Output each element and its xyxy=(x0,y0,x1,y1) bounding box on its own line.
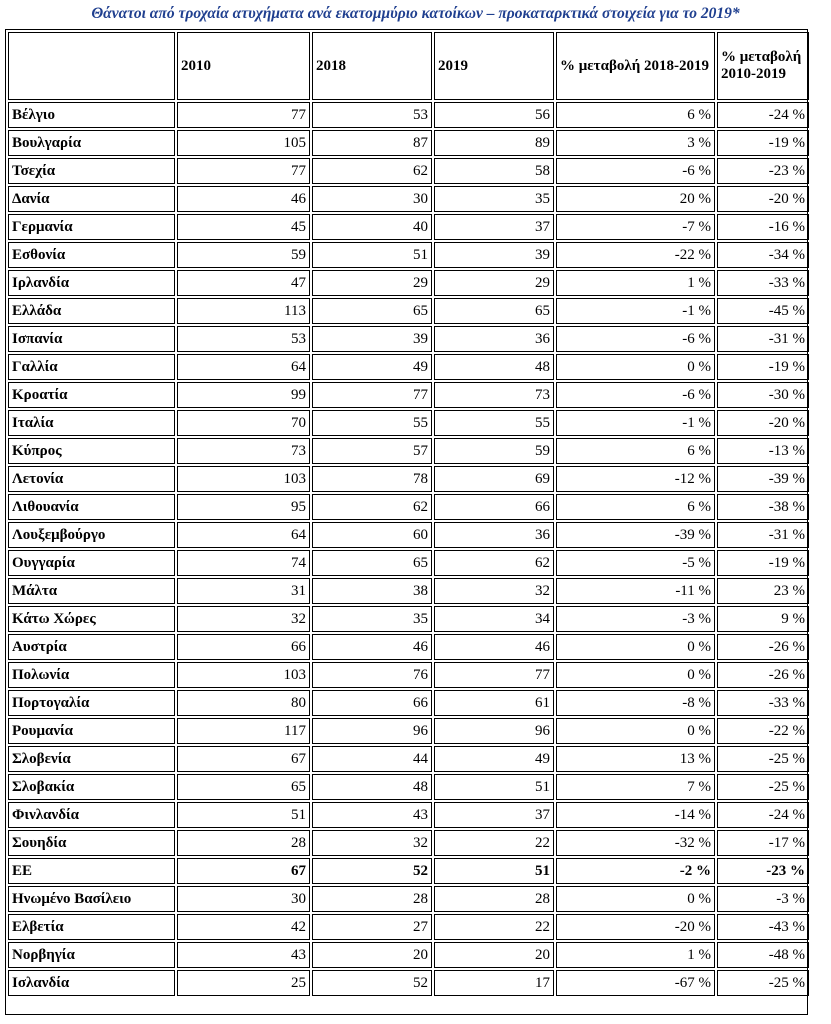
cell-2019: 55 xyxy=(434,410,554,436)
cell-2018: 77 xyxy=(312,382,432,408)
table-row xyxy=(8,606,809,632)
cell-change-2018-2019: -12 % xyxy=(556,466,715,492)
cell-change-2018-2019: 1 % xyxy=(556,270,715,296)
cell-change-2010-2019: -31 % xyxy=(717,522,809,548)
cell-2010: 95 xyxy=(177,494,310,520)
cell-2018: 28 xyxy=(312,886,432,912)
cell-2010: 46 xyxy=(177,186,310,212)
cell-2019: 29 xyxy=(434,270,554,296)
table-row xyxy=(8,858,809,884)
cell-2010: 59 xyxy=(177,242,310,268)
cell-country: Ιταλία xyxy=(8,410,175,436)
cell-country: ΕΕ xyxy=(8,858,175,884)
table-row xyxy=(8,550,809,576)
cell-change-2010-2019: -20 % xyxy=(717,410,809,436)
cell-2010: 80 xyxy=(177,690,310,716)
cell-2018: 53 xyxy=(312,102,432,128)
cell-change-2018-2019: 1 % xyxy=(556,942,715,968)
cell-2010: 42 xyxy=(177,914,310,940)
cell-2019: 17 xyxy=(434,970,554,996)
cell-2018: 27 xyxy=(312,914,432,940)
cell-change-2018-2019: -22 % xyxy=(556,242,715,268)
cell-change-2018-2019: -6 % xyxy=(556,326,715,352)
cell-change-2010-2019: -33 % xyxy=(717,270,809,296)
cell-2018: 60 xyxy=(312,522,432,548)
cell-change-2010-2019: -23 % xyxy=(717,158,809,184)
cell-change-2010-2019: -31 % xyxy=(717,326,809,352)
cell-change-2018-2019: -11 % xyxy=(556,578,715,604)
cell-country: Ελλάδα xyxy=(8,298,175,324)
cell-2018: 20 xyxy=(312,942,432,968)
table-row xyxy=(8,242,809,268)
cell-2018: 62 xyxy=(312,494,432,520)
cell-country: Λιθουανία xyxy=(8,494,175,520)
cell-change-2010-2019: -19 % xyxy=(717,550,809,576)
table-row xyxy=(8,438,809,464)
cell-change-2010-2019: -23 % xyxy=(717,858,809,884)
cell-2019: 61 xyxy=(434,690,554,716)
cell-2010: 67 xyxy=(177,746,310,772)
table-row xyxy=(8,662,809,688)
cell-2019: 49 xyxy=(434,746,554,772)
cell-change-2010-2019: -26 % xyxy=(717,662,809,688)
cell-2019: 22 xyxy=(434,914,554,940)
cell-change-2010-2019: -3 % xyxy=(717,886,809,912)
cell-change-2010-2019: -45 % xyxy=(717,298,809,324)
cell-2010: 74 xyxy=(177,550,310,576)
cell-change-2010-2019: -38 % xyxy=(717,494,809,520)
cell-2010: 77 xyxy=(177,102,310,128)
cell-2010: 51 xyxy=(177,802,310,828)
cell-change-2010-2019: -39 % xyxy=(717,466,809,492)
table-row xyxy=(8,158,809,184)
cell-2019: 28 xyxy=(434,886,554,912)
cell-2010: 47 xyxy=(177,270,310,296)
cell-2019: 37 xyxy=(434,214,554,240)
table-row xyxy=(8,522,809,548)
cell-2018: 96 xyxy=(312,718,432,744)
cell-2019: 56 xyxy=(434,102,554,128)
cell-2010: 103 xyxy=(177,662,310,688)
cell-2018: 43 xyxy=(312,802,432,828)
cell-2010: 66 xyxy=(177,634,310,660)
cell-country: Γαλλία xyxy=(8,354,175,380)
table-row xyxy=(8,690,809,716)
header-change-2018-2019: % μεταβολή 2018-2019 xyxy=(556,32,715,100)
cell-2018: 29 xyxy=(312,270,432,296)
cell-2010: 53 xyxy=(177,326,310,352)
table-row xyxy=(8,718,809,744)
table-row xyxy=(8,746,809,772)
cell-2018: 38 xyxy=(312,578,432,604)
table-row xyxy=(8,914,809,940)
cell-2019: 66 xyxy=(434,494,554,520)
header-2019: 2019 xyxy=(434,32,554,100)
cell-country: Πολωνία xyxy=(8,662,175,688)
cell-country: Φινλανδία xyxy=(8,802,175,828)
cell-country: Δανία xyxy=(8,186,175,212)
cell-2010: 77 xyxy=(177,158,310,184)
table-row xyxy=(8,802,809,828)
cell-change-2018-2019: -8 % xyxy=(556,690,715,716)
cell-2018: 39 xyxy=(312,326,432,352)
cell-country: Ρουμανία xyxy=(8,718,175,744)
cell-change-2010-2019: -19 % xyxy=(717,130,809,156)
road-deaths-table xyxy=(6,30,811,998)
cell-country: Ουγγαρία xyxy=(8,550,175,576)
cell-change-2018-2019: -67 % xyxy=(556,970,715,996)
table-row xyxy=(8,466,809,492)
cell-2010: 30 xyxy=(177,886,310,912)
cell-change-2018-2019: 6 % xyxy=(556,102,715,128)
cell-2019: 46 xyxy=(434,634,554,660)
cell-change-2018-2019: 20 % xyxy=(556,186,715,212)
cell-2019: 35 xyxy=(434,186,554,212)
cell-2018: 30 xyxy=(312,186,432,212)
table-title: Θάνατοι από τροχαία ατυχήματα ανά εκατομμύριο κατοίκων – προκαταρκτικά στοιχεία για το 2019* xyxy=(91,5,740,22)
cell-change-2018-2019: 7 % xyxy=(556,774,715,800)
table-body xyxy=(8,102,809,996)
cell-2019: 65 xyxy=(434,298,554,324)
cell-2018: 62 xyxy=(312,158,432,184)
cell-2010: 28 xyxy=(177,830,310,856)
header-row xyxy=(8,32,809,100)
table-row xyxy=(8,774,809,800)
cell-change-2018-2019: -32 % xyxy=(556,830,715,856)
cell-change-2018-2019: -39 % xyxy=(556,522,715,548)
header-country xyxy=(8,32,175,100)
cell-2019: 69 xyxy=(434,466,554,492)
cell-change-2018-2019: -7 % xyxy=(556,214,715,240)
cell-change-2018-2019: 6 % xyxy=(556,494,715,520)
cell-change-2018-2019: 3 % xyxy=(556,130,715,156)
table-row xyxy=(8,634,809,660)
cell-change-2010-2019: -25 % xyxy=(717,746,809,772)
cell-change-2010-2019: -16 % xyxy=(717,214,809,240)
cell-country: Ιρλανδία xyxy=(8,270,175,296)
cell-2010: 45 xyxy=(177,214,310,240)
cell-2010: 105 xyxy=(177,130,310,156)
cell-country: Λετονία xyxy=(8,466,175,492)
table-row xyxy=(8,886,809,912)
cell-change-2018-2019: 0 % xyxy=(556,354,715,380)
cell-change-2010-2019: -26 % xyxy=(717,634,809,660)
cell-2018: 51 xyxy=(312,242,432,268)
cell-change-2010-2019: -13 % xyxy=(717,438,809,464)
cell-2018: 46 xyxy=(312,634,432,660)
cell-2019: 34 xyxy=(434,606,554,632)
table-row xyxy=(8,830,809,856)
cell-2010: 70 xyxy=(177,410,310,436)
cell-2018: 52 xyxy=(312,858,432,884)
cell-2010: 117 xyxy=(177,718,310,744)
cell-change-2018-2019: -6 % xyxy=(556,158,715,184)
table-row xyxy=(8,494,809,520)
cell-change-2010-2019: -24 % xyxy=(717,102,809,128)
table-row xyxy=(8,354,809,380)
cell-2010: 25 xyxy=(177,970,310,996)
cell-2018: 87 xyxy=(312,130,432,156)
cell-country: Αυστρία xyxy=(8,634,175,660)
cell-2019: 37 xyxy=(434,802,554,828)
cell-change-2010-2019: -17 % xyxy=(717,830,809,856)
cell-2019: 36 xyxy=(434,522,554,548)
cell-2018: 65 xyxy=(312,298,432,324)
cell-country: Κροατία xyxy=(8,382,175,408)
cell-2010: 43 xyxy=(177,942,310,968)
cell-2018: 57 xyxy=(312,438,432,464)
cell-country: Νορβηγία xyxy=(8,942,175,968)
table-row xyxy=(8,130,809,156)
cell-2019: 62 xyxy=(434,550,554,576)
cell-change-2010-2019: -34 % xyxy=(717,242,809,268)
table-row xyxy=(8,298,809,324)
cell-change-2018-2019: -1 % xyxy=(556,298,715,324)
cell-2010: 99 xyxy=(177,382,310,408)
table-row xyxy=(8,578,809,604)
cell-2018: 32 xyxy=(312,830,432,856)
cell-2019: 36 xyxy=(434,326,554,352)
cell-2018: 44 xyxy=(312,746,432,772)
cell-country: Σουηδία xyxy=(8,830,175,856)
cell-country: Κύπρος xyxy=(8,438,175,464)
cell-change-2018-2019: 0 % xyxy=(556,634,715,660)
cell-2019: 77 xyxy=(434,662,554,688)
cell-2019: 96 xyxy=(434,718,554,744)
cell-2018: 76 xyxy=(312,662,432,688)
cell-country: Ελβετία xyxy=(8,914,175,940)
cell-2019: 32 xyxy=(434,578,554,604)
cell-change-2018-2019: 13 % xyxy=(556,746,715,772)
cell-2018: 52 xyxy=(312,970,432,996)
cell-2018: 78 xyxy=(312,466,432,492)
cell-2018: 55 xyxy=(312,410,432,436)
cell-2018: 66 xyxy=(312,690,432,716)
cell-2010: 65 xyxy=(177,774,310,800)
cell-2010: 73 xyxy=(177,438,310,464)
cell-country: Τσεχία xyxy=(8,158,175,184)
cell-country: Ισλανδία xyxy=(8,970,175,996)
cell-2010: 64 xyxy=(177,354,310,380)
cell-country: Σλοβακία xyxy=(8,774,175,800)
cell-country: Μάλτα xyxy=(8,578,175,604)
cell-2019: 58 xyxy=(434,158,554,184)
cell-2019: 51 xyxy=(434,774,554,800)
cell-2018: 65 xyxy=(312,550,432,576)
cell-2018: 49 xyxy=(312,354,432,380)
cell-2019: 39 xyxy=(434,242,554,268)
cell-country: Λουξεμβούργο xyxy=(8,522,175,548)
table-row xyxy=(8,102,809,128)
data-table-frame xyxy=(5,29,808,1015)
cell-change-2018-2019: -5 % xyxy=(556,550,715,576)
cell-2010: 103 xyxy=(177,466,310,492)
cell-country: Ισπανία xyxy=(8,326,175,352)
table-row xyxy=(8,410,809,436)
cell-change-2018-2019: -3 % xyxy=(556,606,715,632)
cell-2010: 113 xyxy=(177,298,310,324)
cell-change-2010-2019: -48 % xyxy=(717,942,809,968)
cell-2010: 32 xyxy=(177,606,310,632)
cell-2019: 22 xyxy=(434,830,554,856)
cell-change-2010-2019: -30 % xyxy=(717,382,809,408)
cell-2010: 64 xyxy=(177,522,310,548)
header-change-2010-2019: % μεταβολή 2010-2019 xyxy=(717,32,809,100)
cell-2019: 20 xyxy=(434,942,554,968)
cell-change-2010-2019: -33 % xyxy=(717,690,809,716)
cell-2010: 31 xyxy=(177,578,310,604)
cell-2019: 48 xyxy=(434,354,554,380)
header-2010: 2010 xyxy=(177,32,310,100)
cell-change-2010-2019: -22 % xyxy=(717,718,809,744)
cell-change-2010-2019: -25 % xyxy=(717,970,809,996)
cell-country: Κάτω Χώρες xyxy=(8,606,175,632)
cell-change-2018-2019: 6 % xyxy=(556,438,715,464)
cell-country: Βέλγιο xyxy=(8,102,175,128)
cell-2018: 35 xyxy=(312,606,432,632)
cell-change-2018-2019: 0 % xyxy=(556,886,715,912)
header-2018: 2018 xyxy=(312,32,432,100)
cell-2018: 48 xyxy=(312,774,432,800)
cell-change-2010-2019: -25 % xyxy=(717,774,809,800)
cell-2019: 89 xyxy=(434,130,554,156)
cell-change-2010-2019: -19 % xyxy=(717,354,809,380)
cell-change-2018-2019: 0 % xyxy=(556,718,715,744)
table-row xyxy=(8,214,809,240)
table-row xyxy=(8,326,809,352)
cell-country: Ηνωμένο Βασίλειο xyxy=(8,886,175,912)
cell-change-2010-2019: -20 % xyxy=(717,186,809,212)
cell-change-2010-2019: 9 % xyxy=(717,606,809,632)
table-row xyxy=(8,970,809,996)
cell-country: Πορτογαλία xyxy=(8,690,175,716)
cell-2019: 59 xyxy=(434,438,554,464)
table-row xyxy=(8,942,809,968)
cell-country: Σλοβενία xyxy=(8,746,175,772)
cell-2019: 73 xyxy=(434,382,554,408)
cell-change-2018-2019: 0 % xyxy=(556,662,715,688)
table-row xyxy=(8,382,809,408)
cell-change-2018-2019: -6 % xyxy=(556,382,715,408)
cell-2019: 51 xyxy=(434,858,554,884)
table-row xyxy=(8,270,809,296)
cell-2018: 40 xyxy=(312,214,432,240)
cell-country: Βουλγαρία xyxy=(8,130,175,156)
table-row xyxy=(8,186,809,212)
cell-change-2010-2019: 23 % xyxy=(717,578,809,604)
cell-change-2018-2019: -20 % xyxy=(556,914,715,940)
cell-2010: 67 xyxy=(177,858,310,884)
cell-country: Γερμανία xyxy=(8,214,175,240)
cell-change-2018-2019: -1 % xyxy=(556,410,715,436)
cell-change-2018-2019: -14 % xyxy=(556,802,715,828)
cell-change-2010-2019: -43 % xyxy=(717,914,809,940)
cell-country: Εσθονία xyxy=(8,242,175,268)
cell-change-2018-2019: -2 % xyxy=(556,858,715,884)
cell-change-2010-2019: -24 % xyxy=(717,802,809,828)
